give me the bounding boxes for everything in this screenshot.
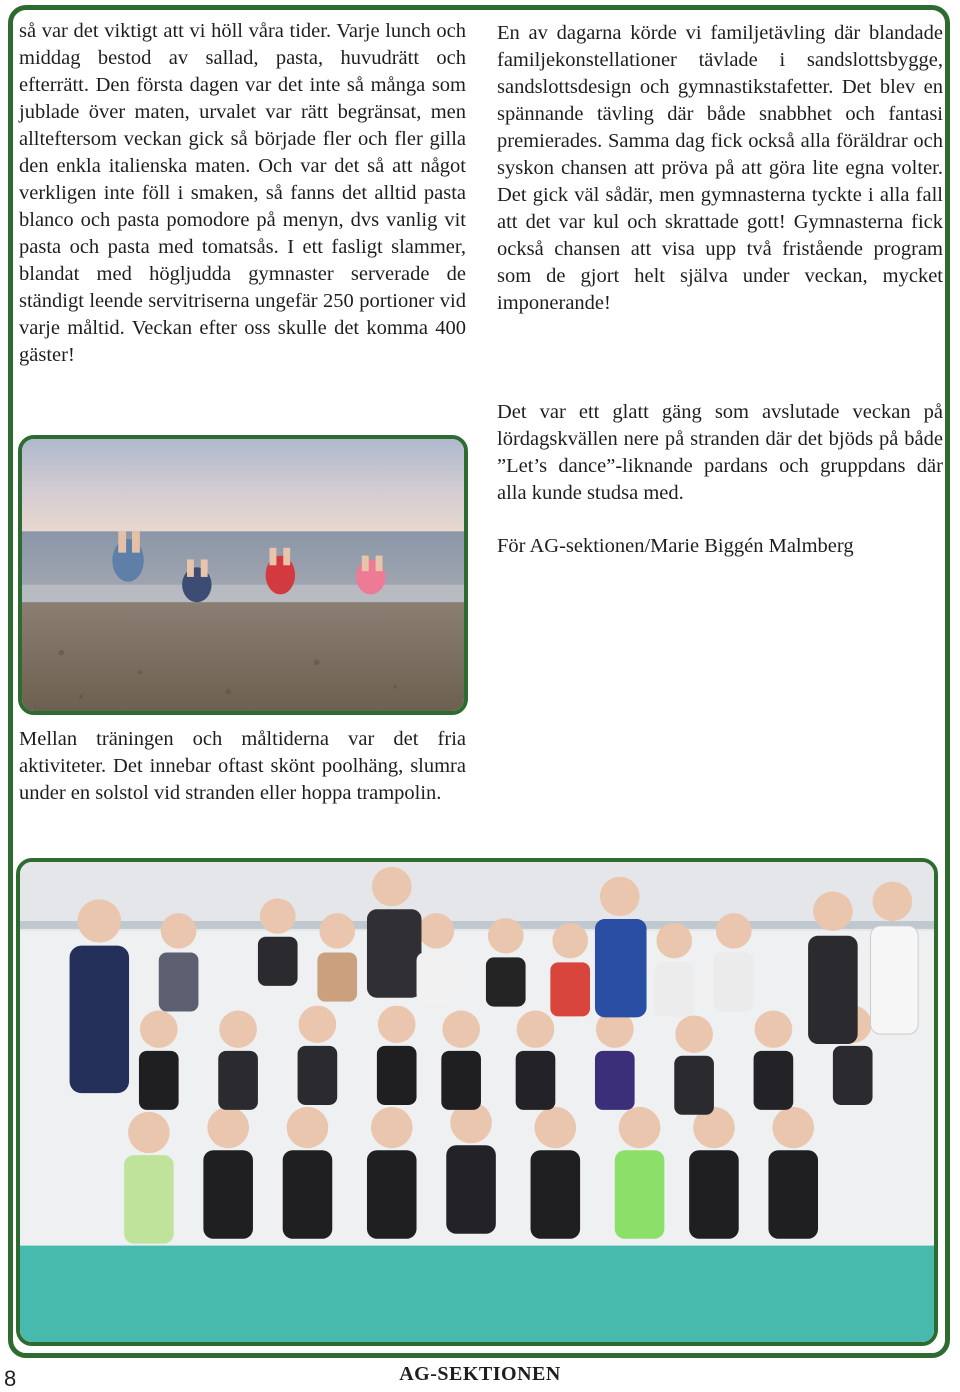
left-paragraph-1: så var det viktigt att vi höll våra tider. Varje lunch och middag bestod av sallad, pasta, huvudrätt och efterrätt. Den första dagen var det inte så många som jublade över maten, urvalet var rätt begränsat, men allteftersom veckan gick så började fler och fler gilla den enkla italienska maten. Och var det så att något verkligen inte föll i smaken, så fanns det alltid pasta blanco och pasta pomodore på menyn, dvs vanlig vit pasta och pasta med tomatsås. I ett fasligt slammer, blandat med högljudda gymnaster serverade de ständigt leende servitriserna ungefär 250 portioner vid varje måltid. Veckan efter oss skulle det komma 400 gäster! [19,20,466,366]
section-footer: AG-SEKTIONEN [399,1363,561,1385]
page-number: 8 [4,1366,17,1391]
right-paragraph-1: En av dagarna körde vi familjetävling där blandade familjekonstellationer tävlade i sandslottsbygge, sandslottsdesign och gymnastikstafetter. Det blev en spännande tävling där både snabbhet och fantasi premierades. Samma dag fick också alla föräldrar och syskon chansen att pröva på att göra lite egna volter. Det gick väl sådär, men gymnasterna tyckte i alla fall att det var kul och skrattade gott! Gymnasterna fick också chansen att visa upp två fristående program som de gjort helt själva under veckan, mycket imponerande! [497,22,943,314]
group-photo [16,858,938,1346]
right-paragraph-2: Det var ett glatt gäng som avslutade veckan på lördagskvällen nere på stranden där det bjöds på både ”Let’s dance”-liknande pardans och gruppdans där alla kunde studsa med. [497,401,943,504]
left-paragraph-2: Mellan träningen och måltiderna var det fria aktiviteter. Det innebar oftast skönt poolhäng, slumra under en solstol vid stranden eller hoppa trampolin. [19,728,466,804]
author-signature: För AG-sektionen/Marie Biggén Malmberg [497,535,854,557]
beach-backflip-photo [18,435,468,715]
